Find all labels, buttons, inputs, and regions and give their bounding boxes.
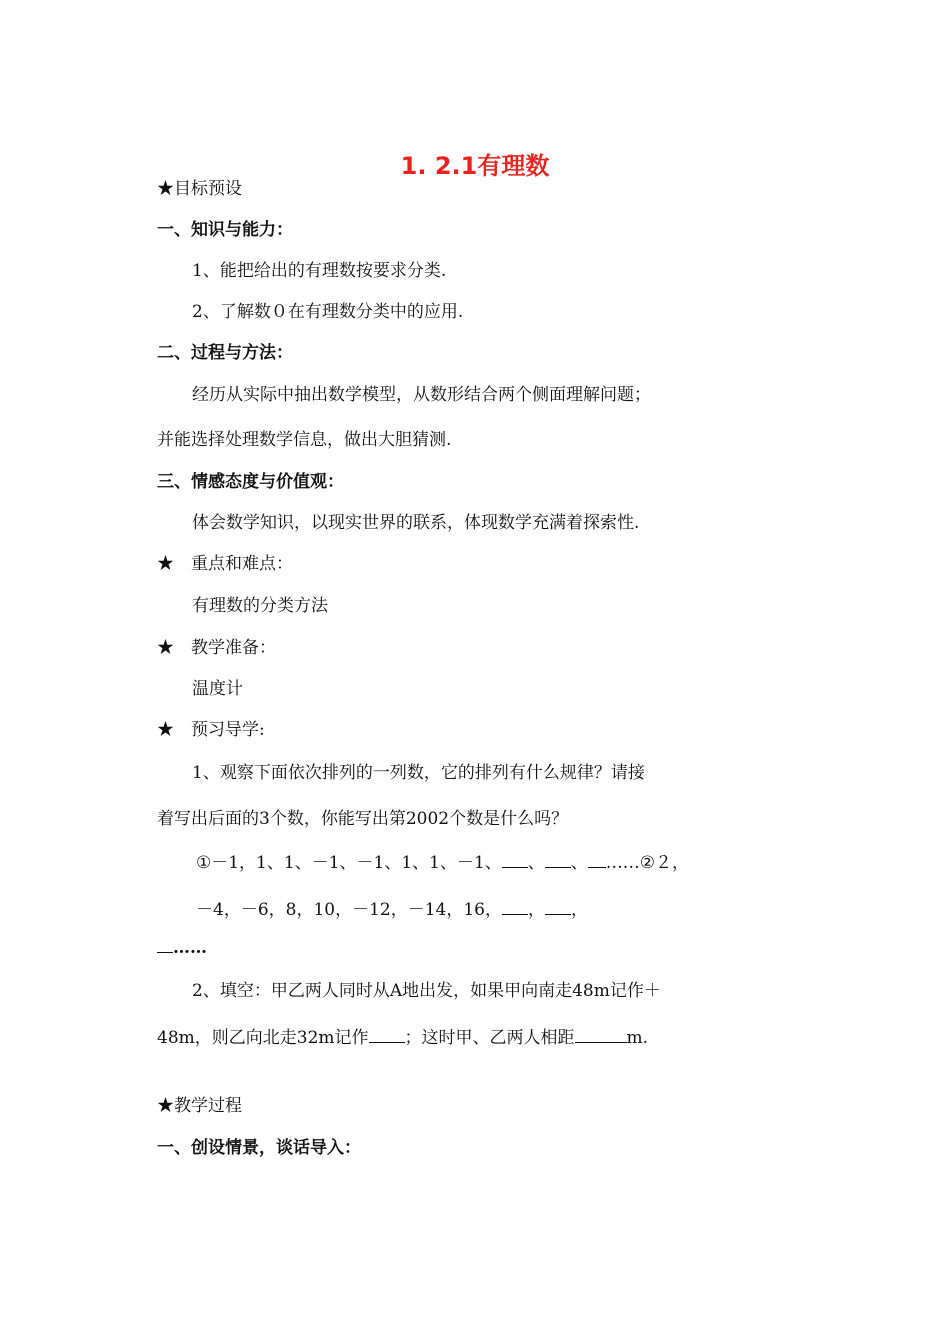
sequence2-continuation <box>157 936 207 959</box>
process-heading: ★教学过程 <box>157 1096 242 1116</box>
sequence2-separator: ， <box>527 900 545 920</box>
preparation-heading: ★ 教学准备： <box>157 638 276 658</box>
sequence1-blank-1[interactable] <box>502 851 528 868</box>
preview-q1-line2: 着写出后面的3个数，你能写出第2002个数是什么吗？ <box>157 809 569 829</box>
section3-line1: 体会数学知识，以现实世界的联系，体现数学充满着探索性. <box>192 513 640 533</box>
preview-q2-line1: 2、填空：甲乙两人同时从A地出发，如果甲向南走48m记作＋ <box>192 981 661 1001</box>
preparation-content: 温度计 <box>192 679 243 699</box>
sequence2-ellipsis: …… <box>173 938 207 958</box>
q2-part3: m. <box>626 1028 649 1048</box>
sequence2-blank-3[interactable] <box>157 936 173 953</box>
sequence2-blank-2[interactable] <box>545 898 571 915</box>
sequence1-end: ……②２， <box>605 853 690 873</box>
sequence1-blank-2[interactable] <box>545 851 571 868</box>
preview-q1-line1: 1、观察下面依次排列的一列数，它的排列有什么规律？请接 <box>192 763 645 783</box>
sequence1-separator: 、 <box>527 853 545 873</box>
q2-blank-record[interactable] <box>369 1026 405 1043</box>
section2-heading: 二、过程与方法： <box>157 343 293 363</box>
sequence2-blank-1[interactable] <box>502 898 528 915</box>
sequence1-blank-3[interactable] <box>588 851 606 868</box>
sequence2-prefix: －4，－6，8，10，－12，－14，16， <box>196 900 502 920</box>
section1-item1: 1、能把给出的有理数按要求分类. <box>192 261 447 281</box>
key-points-content: 有理数的分类方法 <box>192 596 328 616</box>
sequence1-prefix: ①－1，1、1、－1、－1、1、1、－1、 <box>196 853 502 873</box>
sequence2-line <box>196 898 588 921</box>
sequence1-line <box>196 851 689 874</box>
section2-line1: 经历从实际中抽出数学模型，从数形结合两个侧面理解问题； <box>192 385 651 405</box>
preview-heading: ★ 预习导学: <box>157 720 265 740</box>
section3-heading: 三、情感态度与价值观： <box>157 472 344 492</box>
goals-heading: ★目标预设 <box>157 179 242 199</box>
q2-blank-distance[interactable] <box>575 1026 627 1043</box>
page-title: 1. 2.1有理数 <box>400 152 550 180</box>
sequence2-separator: ， <box>570 900 588 920</box>
section1-item2: 2、了解数０在有理数分类中的应用. <box>192 302 464 322</box>
sequence1-separator: 、 <box>570 853 588 873</box>
process-sub1: 一、创设情景，谈话导入： <box>157 1138 361 1158</box>
section2-line2: 并能选择处理数学信息，做出大胆猜测. <box>157 430 452 450</box>
section1-heading: 一、知识与能力： <box>157 220 293 240</box>
key-points-heading: ★ 重点和难点： <box>157 554 293 574</box>
preview-q2-line2 <box>157 1026 648 1049</box>
q2-part1: 48m，则乙向北走32m记作 <box>157 1028 369 1048</box>
q2-part2: ；这时甲、乙两人相距 <box>404 1028 575 1048</box>
